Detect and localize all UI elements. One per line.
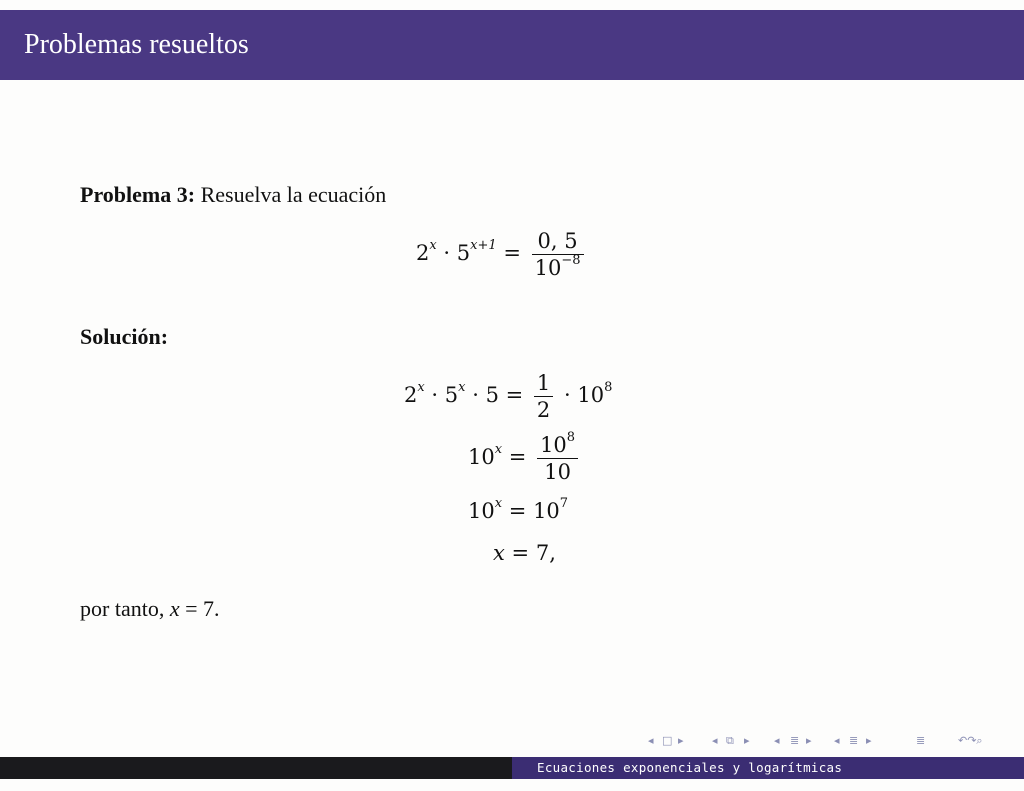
nav-right-arrow-icon[interactable]: ▸: [866, 734, 872, 747]
eq-term: 10: [577, 383, 605, 407]
solution-step-2: [468, 432, 582, 485]
eq-exponent: x: [429, 238, 437, 253]
eq-term: 5: [444, 383, 459, 407]
problem-text: Resuelva la ecuación: [200, 182, 387, 207]
eq-operator: ·: [431, 383, 439, 407]
eq-fraction: [537, 432, 578, 485]
eq-exponent: x: [417, 380, 425, 395]
eq-exponent: x: [494, 442, 503, 457]
eq-operator: ·: [472, 383, 479, 407]
nav-left-arrow-icon[interactable]: ◂: [774, 734, 780, 747]
problem-statement: [80, 182, 386, 208]
beamer-navigation: [648, 734, 1018, 750]
solution-step-4: [493, 541, 556, 565]
footer-left: [0, 757, 512, 779]
fraction-denominator: 2: [536, 398, 551, 422]
eq-fraction: [532, 228, 584, 281]
solution-step-3: [468, 496, 569, 523]
eq-term: 5: [456, 241, 471, 265]
problem-label: Problema 3:: [80, 182, 196, 207]
fraction-numerator: [537, 432, 578, 459]
nav-right-arrow-icon[interactable]: ▸: [678, 734, 684, 747]
section-icon[interactable]: ≣: [849, 734, 859, 747]
eq-term: 10: [533, 499, 560, 523]
eq-variable: x: [493, 541, 505, 565]
eq-exponent: x: [494, 496, 503, 511]
eq-term: 7,: [535, 541, 556, 565]
eq-term: 5: [485, 383, 499, 407]
nav-right-arrow-icon[interactable]: ▸: [744, 734, 750, 747]
eq-exponent: x: [458, 380, 466, 395]
eq-operator: =: [508, 499, 527, 523]
frame-icon[interactable]: ⧉: [726, 734, 734, 747]
eq-term: 2: [404, 383, 418, 407]
fraction-numerator: 0, 5: [532, 228, 584, 255]
fraction-denominator: [532, 255, 584, 281]
eq-term: 10: [540, 433, 567, 457]
eq-term: 10: [534, 256, 562, 280]
subsection-icon[interactable]: ≣: [790, 734, 800, 747]
eq-term: 10: [468, 499, 495, 523]
eq-operator: =: [511, 541, 530, 565]
nav-right-arrow-icon[interactable]: ▸: [806, 734, 812, 747]
eq-term: = 7.: [185, 596, 220, 621]
eq-exponent: 8: [566, 430, 576, 445]
solution-step-1: [404, 370, 612, 423]
eq-exponent: −8: [561, 253, 581, 268]
frame-icon[interactable]: □: [662, 734, 673, 747]
conclusion: [80, 596, 220, 622]
footer-title: Ecuaciones exponenciales y logarítmicas: [537, 760, 843, 775]
eq-operator: =: [508, 445, 527, 469]
eq-operator: =: [505, 383, 524, 407]
slide-header: [0, 10, 1024, 80]
eq-operator: ·: [443, 241, 451, 265]
problem-equation: [416, 228, 588, 281]
search-icon[interactable]: ↶↷⌕: [958, 734, 983, 747]
eq-operator: =: [503, 241, 521, 265]
eq-exponent: 8: [604, 380, 613, 395]
eq-fraction: [534, 370, 553, 423]
nav-left-arrow-icon[interactable]: ◂: [712, 734, 718, 747]
solution-label: Solución:: [80, 324, 169, 349]
footer-right: [512, 757, 1024, 779]
conclusion-text: por tanto,: [80, 596, 165, 621]
fraction-denominator: 10: [544, 460, 571, 484]
nav-left-arrow-icon[interactable]: ◂: [834, 734, 840, 747]
eq-exponent: x+1: [470, 238, 497, 253]
fraction-numerator: 1: [534, 370, 553, 397]
nav-left-arrow-icon[interactable]: ◂: [648, 734, 654, 747]
eq-variable: x: [169, 596, 180, 621]
slide-title: Problemas resueltos: [24, 29, 249, 60]
eq-term: 2: [416, 241, 430, 265]
eq-operator: ·: [563, 383, 571, 407]
align-icon[interactable]: ≣: [916, 734, 926, 747]
eq-exponent: 7: [559, 496, 569, 511]
eq-term: 10: [468, 445, 495, 469]
